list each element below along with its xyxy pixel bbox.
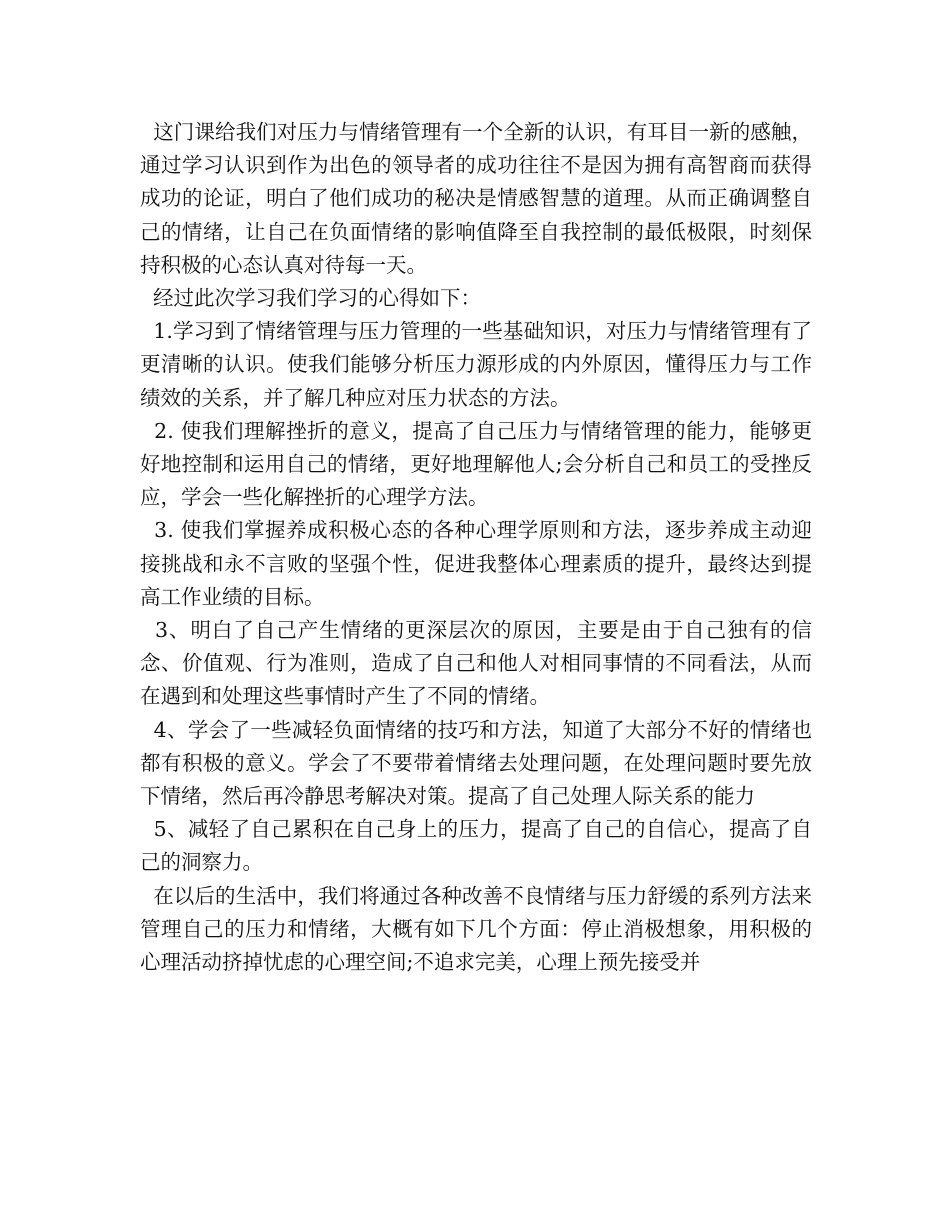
paragraph-point-3b: 3、明白了自己产生情绪的更深层次的原因，主要是由于自己独有的信念、价值观、行为准则，造成了自己和他人对相同事情的不同看法，从而在遇到和处理这些事情时产生了不同的情绪。: [140, 618, 812, 709]
paragraph-point-4: 4、学会了一些减轻负面情绪的技巧和方法，知道了大部分不好的情绪也都有积极的意义。学会了不要带着情绪去处理问题，在处理问题时要先放下情绪，然后再冷静思考解决对策。提高了自己处理人际关系的能力: [140, 717, 812, 809]
paragraph-point-2: 2. 使我们理解挫折的意义，提高了自己压力与情绪管理的能力，能够更好地控制和运用自己的情绪，更好地理解他人;会分析自己和员工的受挫反应，学会一些化解挫折的心理学方法。: [140, 418, 812, 510]
paragraph-intro: 这门课给我们对压力与情绪管理有一个全新的认识，有耳目一新的感触，通过学习认识到作为出色的领导者的成功往往不是因为拥有高智商而获得成功的论证，明白了他们成功的秘决是情感智慧的道理。从而正确调整自己的情绪，让自己在负面情绪的影响值降至自我控制的最低极限，时刻保持积极的心态认真对待每一天。: [140, 120, 812, 277]
paragraph-point-5: 5、减轻了自己累积在自己身上的压力，提高了自己的自信心，提高了自己的洞察力。: [140, 817, 812, 875]
paragraph-point-1: 1.学习到了情绪管理与压力管理的一些基础知识，对压力与情绪管理有了更清晰的认识。使我们能够分析压力源形成的内外原因，懂得压力与工作绩效的关系，并了解几种应对压力状态的方法。: [140, 319, 812, 410]
paragraph-point-3a: 3. 使我们掌握养成积极心态的各种心理学原则和方法，逐步养成主动迎接挑战和永不言败的坚强个性，促进我整体心理素质的提升，最终达到提高工作业绩的目标。: [140, 518, 812, 609]
document-body: [140, 116, 812, 979]
paragraph-future-plans: 在以后的生活中，我们将通过各种改善不良情绪与压力舒缓的系列方法来管理自己的压力和情绪，大概有如下几个方面：停止消极想象，用积极的心理活动挤掉忧虑的心理空间;不追求完美，心理上预先接受并: [140, 883, 812, 975]
paragraph-lead-in: 经过此次学习我们学习的心得如下：: [140, 286, 482, 311]
